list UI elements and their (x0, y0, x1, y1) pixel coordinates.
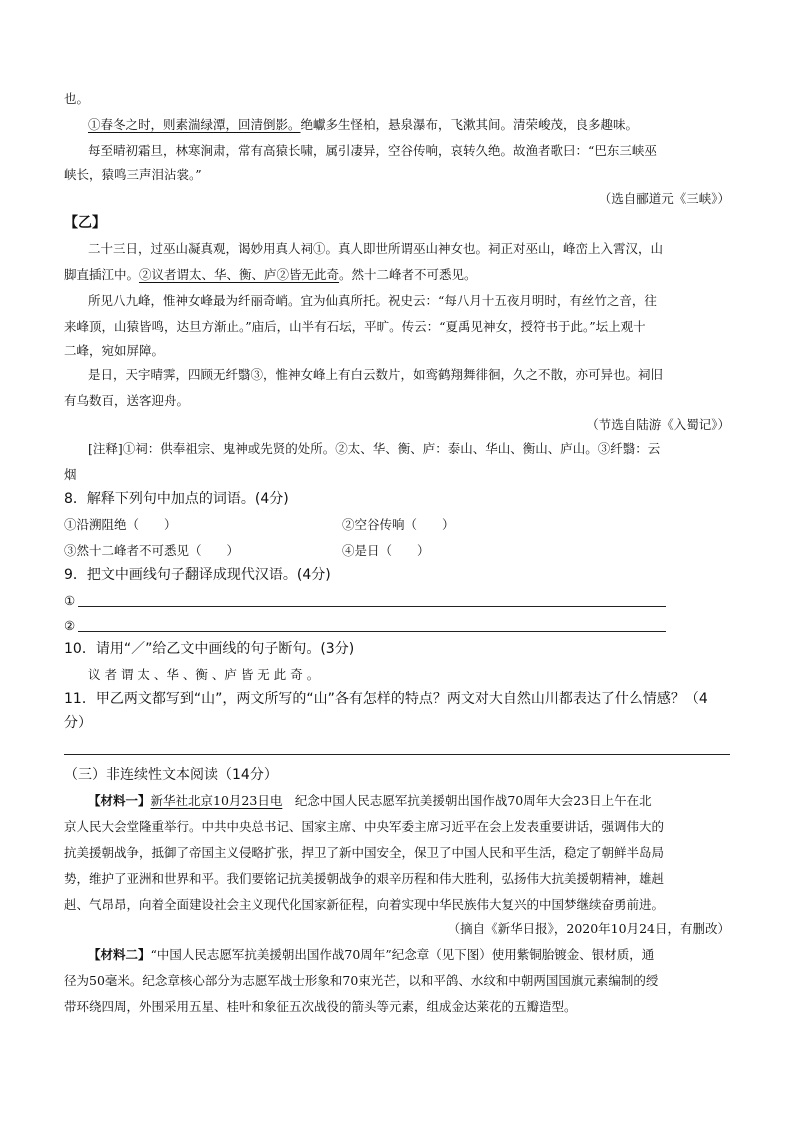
notes-line1: [注释]①祠：供奉祖宗、鬼神或先贤的处所。②太、华、衡、庐：泰山、华山、衡山、庐山。③纤翳：云 (88, 441, 661, 456)
passage-yi-source: （节选自陆游《入蜀记》） (586, 417, 730, 432)
passage-jia-p2-line2: 峡长，猿鸣三声泪沾裳。” (64, 167, 202, 182)
question-9-label-2: ② (64, 618, 76, 633)
material-1-line4: 势，维护了亚洲和世界和平。我们要铭记抗美援朝战争的艰辛历程和伟大胜利，弘扬伟大抗美援朝精神，雄赳 (64, 871, 665, 886)
material-1-line3: 抗美援朝战争，抵御了帝国主义侵略扩张，捍卫了新中国安全，保卫了中国人民和平生活，稳定了朝鲜半岛局 (64, 845, 665, 860)
passage-yi-p1-line2: 脚直插江中。②议者谓太、华、衡、庐②皆无此奇。然十二峰者不可悉见。 (64, 267, 477, 282)
underlined-sentence-1: ①春冬之时，则素湍绿潭，回清倒影。 (88, 117, 301, 132)
question-10: 10．请用“／”给乙文中画线的句子断句。(3分) (64, 641, 355, 657)
question-9: 9．把文中画线句子翻译成现代汉语。(4分) (64, 567, 331, 583)
passage-yi-heading: 【乙】 (64, 215, 106, 231)
material-1-source: （摘自《新华日报》，2020年10月24日，有删改） (447, 921, 730, 936)
section-3-heading: （三）非连续性文本阅读（14分） (64, 767, 278, 783)
passage-jia-p2-line1: 每至晴初霜旦，林寒涧肃，常有高猿长啸，属引凄异，空谷传响，哀转久绝。故渔者歌曰：“巴东三峡巫 (88, 143, 657, 158)
material-1-line5: 赳、气昂昂，向着全面建设社会主义现代化国家新征程，向着实现中华民族伟大复兴的中国梦继续奋勇前进。 (64, 897, 665, 912)
question-9-label-1: ① (64, 593, 76, 608)
material-1-line1: 【材料一】新华社北京10月23日电 纪念中国人民志愿军抗美援朝出国作战70周年大会23日上午在北 (88, 793, 652, 808)
material-2-line1: 【材料二】“中国人民志愿军抗美援朝出国作战70周年”纪念章（见下图）使用紫铜胎镀金、银材质，通 (88, 947, 655, 962)
notes-line2: 烟 (64, 467, 77, 482)
material-2-line2: 径为50毫米。纪念章核心部分为志愿军战士形象和70束光芒，以和平鸽、水纹和中朝两国国旗元素编制的绶 (64, 973, 659, 988)
passage-yi-p3-line1: 是日，天宇晴霁，四顾无纤翳③，惟神女峰上有白云数片，如鸾鹤翔舞徘徊，久之不散，亦可异也。祠旧 (88, 367, 664, 382)
passage-jia-source: （选自郦道元《三峡》） (598, 191, 730, 206)
question-8-b: ②空谷传响（ ） (342, 517, 455, 532)
question-8-c: ③然十二峰者不可悉见（ ） (64, 543, 240, 558)
material-1-line2: 京人民大会堂隆重举行。中共中央总书记、国家主席、中央军委主席习近平在会上发表重要讲话，强调伟大的 (64, 819, 665, 834)
question-8: 8．解释下列句中加点的词语。(4分) (64, 491, 289, 507)
question-8-d: ④是日（ ） (342, 543, 430, 558)
passage-yi-p1-line1: 二十三日，过巫山凝真观，谒妙用真人祠①。真人即世所谓巫山神女也。祠正对巫山，峰峦上入霄汉，山 (88, 241, 664, 256)
underlined-sentence-2: ②议者谓太、华、衡、庐②皆无此奇 (139, 267, 340, 282)
material-2-line3: 带环绕四周，外围采用五星、桂叶和象征五次战役的箭头等元素，组成金达莱花的五瓣造型。 (64, 999, 577, 1014)
question-11-line2: 分） (64, 715, 92, 731)
question-10-sentence: 议 者 谓 太 、华 、衡 、庐 皆 无 此 奇 。 (88, 667, 320, 682)
passage-yi-p2-line2: 来峰顶，山猿皆鸣，达旦方渐止。”庙后，山半有石坛，平旷。传云：“夏禹见神女，授符书于此。”坛上观十 (64, 319, 646, 334)
question-11-line1: 11．甲乙两文都写到“山”，两文所写的“山”各有怎样的特点？两文对大自然山川都表达了什么情感？（4 (64, 691, 708, 707)
material-1-label: 【材料一】 (88, 793, 151, 808)
passage-jia-tail: 也。 (64, 91, 90, 106)
passage-jia-p1: ①春冬之时，则素湍绿潭，回清倒影。绝巘多生怪柏，悬泉瀑布，飞漱其间。清荣峻茂，良多趣味。 (88, 117, 639, 132)
answer-line-3[interactable] (64, 754, 730, 755)
passage-yi-p2-line3: 二峰，宛如屏障。 (64, 343, 165, 358)
passage-yi-p2-line1: 所见八九峰，惟神女峰最为纤丽奇峭。宜为仙真所托。祝史云：“每八月十五夜月明时，有丝竹之音，往 (88, 293, 657, 308)
material-2-label: 【材料二】 (88, 947, 151, 962)
material-1-dateline: 新华社北京10月23日电 (150, 793, 283, 808)
passage-yi-p3-line2: 有乌数百，送客迎舟。 (64, 393, 190, 408)
answer-line-1[interactable] (78, 606, 666, 607)
answer-line-2[interactable] (78, 631, 666, 632)
question-8-a: ①沿溯阻绝（ ） (64, 517, 177, 532)
